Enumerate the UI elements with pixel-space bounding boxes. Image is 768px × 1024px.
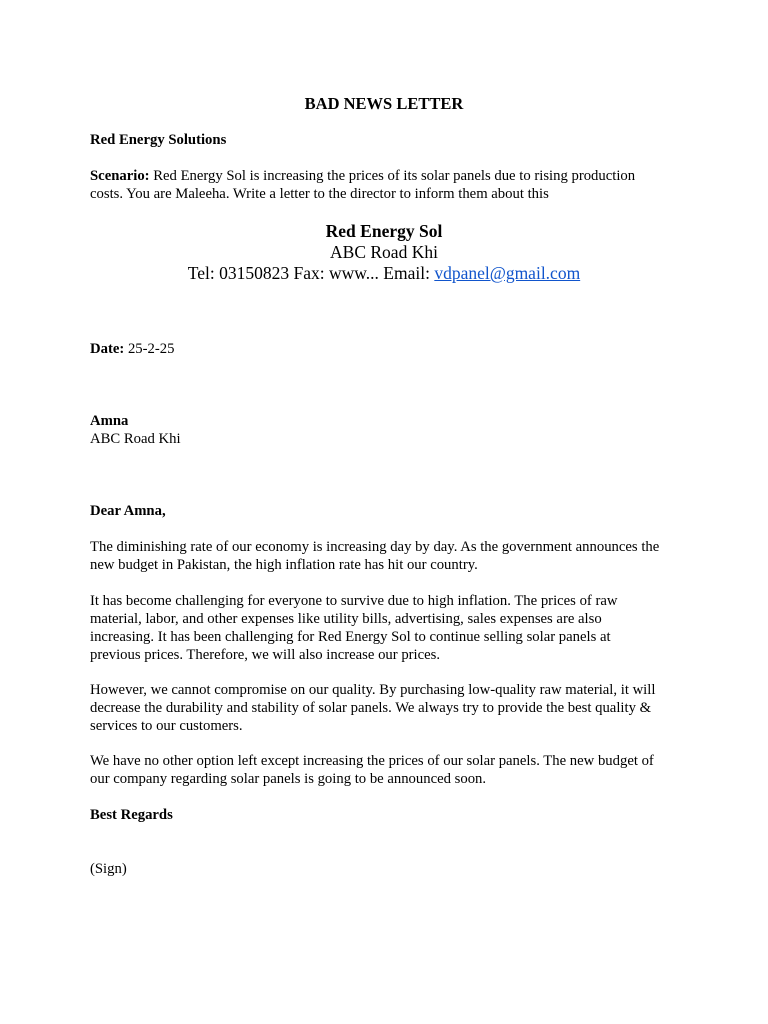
body-paragraph-2 bbox=[90, 592, 690, 664]
date-label: Date: bbox=[90, 341, 125, 357]
body-line: increasing. It has been challenging for Red Energy Sol to continue selling solar panels at bbox=[90, 629, 611, 645]
recipient-address: ABC Road Khi bbox=[90, 431, 181, 447]
signature: (Sign) bbox=[90, 861, 127, 877]
body-line: decrease the durability and stability of solar panels. We always try to provide the best quality & bbox=[90, 700, 652, 716]
body-line: new budget in Pakistan, the high inflation rate has hit our country. bbox=[90, 557, 478, 573]
body-paragraph-4 bbox=[90, 752, 690, 788]
body-line: previous prices. Therefore, we will also increase our prices. bbox=[90, 647, 441, 663]
body-line: It has become challenging for everyone to survive due to high inflation. The prices of raw bbox=[90, 593, 618, 609]
letterhead bbox=[0, 221, 768, 284]
body-line: However, we cannot compromise on our quality. By purchasing low-quality raw material, it will bbox=[90, 682, 656, 698]
body-paragraph-3 bbox=[90, 681, 690, 735]
scenario-text-2: costs. You are Maleeha. Write a letter to the director to inform them about this bbox=[90, 186, 549, 202]
body-line: services to our customers. bbox=[90, 718, 243, 734]
letterhead-company: Red Energy Sol bbox=[325, 221, 443, 241]
document-title: BAD NEWS LETTER bbox=[304, 94, 464, 113]
recipient-block bbox=[90, 412, 690, 448]
body-line: material, labor, and other expenses like utility bills, advertising, sales expenses are also bbox=[90, 611, 602, 627]
body-line: The diminishing rate of our economy is increasing day by day. As the government announces the bbox=[90, 539, 660, 555]
letterhead-address: ABC Road Khi bbox=[330, 242, 438, 262]
body-line: our company regarding solar panels is going to be announced soon. bbox=[90, 771, 487, 787]
letterhead-contact bbox=[0, 263, 768, 284]
date-value: 25-2-25 bbox=[124, 341, 175, 357]
letterhead-contact-text: Tel: 03150823 Fax: www... Email: bbox=[187, 263, 435, 283]
recipient-name: Amna bbox=[90, 413, 129, 429]
body-line: We have no other option left except increasing the prices of our solar panels. The new budget of bbox=[90, 753, 654, 769]
email-link[interactable]: vdpanel@gmail.com bbox=[434, 263, 581, 283]
closing: Best Regards bbox=[90, 807, 173, 823]
scenario-label: Scenario: bbox=[90, 168, 150, 184]
salutation: Dear Amna, bbox=[90, 503, 166, 519]
document-subtitle: Red Energy Solutions bbox=[90, 132, 227, 148]
date-line bbox=[90, 340, 690, 358]
scenario-text-1: Red Energy Sol is increasing the prices of its solar panels due to rising production bbox=[149, 168, 636, 184]
scenario-paragraph bbox=[90, 167, 690, 203]
body-paragraph-1 bbox=[90, 538, 690, 574]
scenario-line-1 bbox=[90, 167, 690, 185]
